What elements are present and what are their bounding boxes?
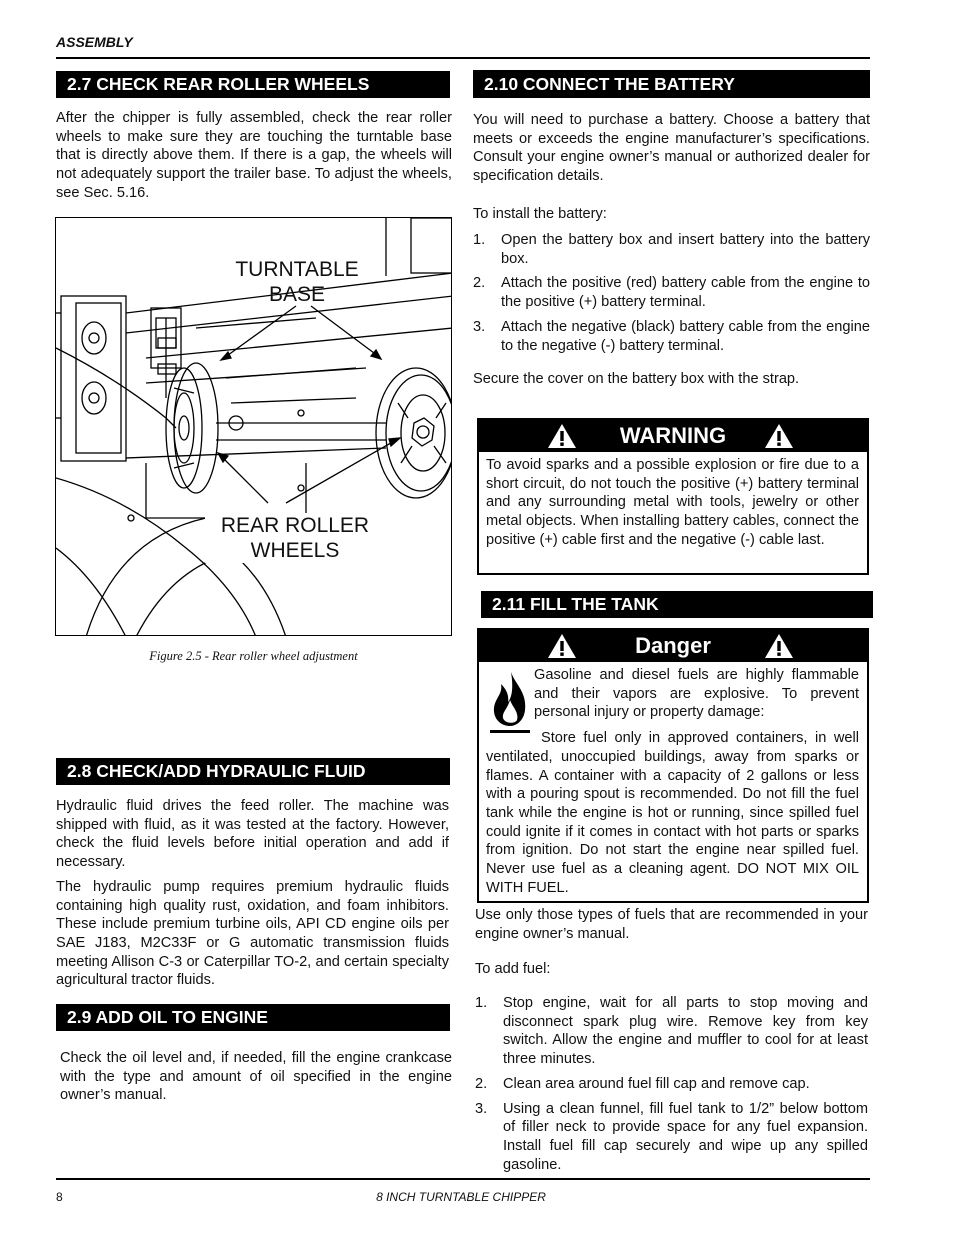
warning-left-icon: [547, 423, 577, 449]
section-heading-2-9: 2.9 ADD OIL TO ENGINE: [56, 1004, 450, 1031]
section-2-10-intro: [473, 111, 870, 192]
fuel-step-text: Stop engine, wait for all parts to stop moving and disconnect spark plug wire. Remove key from key switch. Allow the engine and muffler to cool for at least three minutes.: [503, 995, 868, 1068]
fuel-step: 1. Stop engine, wait for all parts to stop moving and disconnect spark plug wire. Remove key from key switch. Allow the engine and muffler to cool for at least three minutes.: [475, 995, 868, 1068]
section-2-7-body: [56, 109, 452, 209]
running-header: ASSEMBLY: [56, 34, 133, 50]
section-2-8-body: [56, 797, 449, 996]
fuel-step: 2. Clean area around fuel fill cap and remove cap.: [475, 1075, 810, 1092]
fuel-steps: [475, 994, 868, 1180]
danger-paragraph-1: Gasoline and diesel fuels are highly flammable and their vapors are explosive. To prevent personal injury or property damage:: [534, 667, 859, 721]
warning-title: WARNING: [619, 423, 727, 448]
section-2-9-body: [60, 1049, 452, 1111]
danger-left-icon: [547, 633, 577, 659]
page-number: 8: [56, 1190, 63, 1204]
danger-box: [477, 628, 869, 903]
battery-install-lead: To install the battery:: [473, 206, 607, 222]
fuel-step-text: Using a clean funnel, fill fuel tank to 1/2” below bottom of filler neck to provide space for any fuel expansion. Install fuel fill cap securely and wipe up any spilled gasoline.: [503, 1100, 868, 1173]
warning-text: To avoid sparks and a possible explosion or fire due to a short circuit, do not touch the positive (+) battery terminal and any surrounding metal with tools, jewelry or other metal objects. When installing battery cables, connect the positive (+) cable first and the negative (-) cable last.: [486, 457, 859, 548]
callout-wheels-line2: WHEELS: [250, 539, 340, 562]
section-2-9-paragraph: Check the oil level and, if needed, fill the engine crankcase with the type and amount of oil specified in the engine owner’s manual.: [60, 1050, 452, 1104]
section-2-10-intro-paragraph: You will need to purchase a battery. Choose a battery that meets or exceeds the engine manufacturer’s specifications. Consult your engine owner’s manual or authorized dealer for specification details.: [473, 112, 870, 185]
section-heading-2-11: 2.11 FILL THE TANK: [481, 591, 873, 618]
section-heading-2-8: 2.8 CHECK/ADD HYDRAULIC FLUID: [56, 758, 450, 785]
battery-step-text: Attach the negative (black) battery cable from the engine to the negative (-) battery terminal.: [501, 318, 870, 354]
battery-step: 1. Open the battery box and insert battery into the battery box.: [473, 232, 870, 267]
footer-title: 8 INCH TURNTABLE CHIPPER: [376, 1190, 546, 1204]
danger-right-icon: [764, 633, 794, 659]
section-2-8-paragraph-1: Hydraulic fluid drives the feed roller. The machine was shipped with fluid, as it was tested at the factory. However, check the fluid levels before initial operation and add if necessary.: [56, 798, 449, 871]
danger-title-bar: [479, 630, 867, 662]
danger-body: [479, 662, 867, 897]
fuel-lead: To add fuel:: [475, 961, 551, 977]
section-2-8-paragraph-2: The hydraulic pump requires premium hydraulic fluids containing high quality rust, oxidation, and foam inhibitors. These include premium turbine oils, API CD engine oils per SAE J183, M2C33F or G automatic transmission fluids meeting Allison C-3 or Caterpillar TO-2, and certain specialty agricultural tractor fluids.: [56, 878, 449, 989]
battery-install-steps: [473, 231, 870, 361]
battery-closing: Secure the cover on the battery box with the strap.: [473, 371, 800, 387]
warning-title-bar: [479, 420, 867, 452]
warning-right-icon: [764, 423, 794, 449]
battery-step-text: Open the battery box and insert battery into the battery box.: [501, 232, 870, 267]
danger-paragraph-2: Store fuel only in approved containers, in well ventilated, unoccupied buildings, away from sparks or flames. A container with a capacity of 2 gallons or less with a pouring spout is recommended. Do not fill the fuel tank while the engine is hot or running, since spilled fuel could ignite if it comes in contact with hot parts or sparks from ignition. Do not start the engine near spilled fuel. Never use fuel as a cleaning agent. DO NOT MIX OIL WITH FUEL.: [486, 730, 859, 896]
danger-title: Danger: [635, 633, 711, 658]
section-2-7-paragraph: After the chipper is fully assembled, check the rear roller wheels to make sure they are touching the turntable base that is directly above them. If there is a gap, the wheels will not adequately support the trailer base. To adjust the wheels, see Sec. 5.16.: [56, 110, 452, 201]
callout-rear-roller-wheels: [205, 513, 385, 563]
fuel-step: 3. Using a clean funnel, fill fuel tank to 1/2” below bottom of filler neck to provide space for any fuel expansion. Install fuel fill cap securely and wipe up any spilled gasoline.: [475, 1100, 868, 1173]
fuel-after-text: Use only those types of fuels that are recommended in your engine owner’s manual.: [475, 907, 868, 942]
figure-caption: Figure 2.5 - Rear roller wheel adjustment: [149, 649, 358, 663]
callout-turntable-base: [205, 257, 389, 307]
callout-turntable-line1: TURNTABLE: [235, 258, 359, 281]
battery-step: 3. Attach the negative (black) battery cable from the engine to the negative (-) battery terminal.: [473, 318, 870, 354]
section-heading-2-7: 2.7 CHECK REAR ROLLER WHEELS: [56, 71, 450, 98]
callout-turntable-line2: BASE: [268, 283, 326, 306]
header-rule: [56, 57, 870, 59]
section-heading-2-10: 2.10 CONNECT THE BATTERY: [473, 70, 870, 98]
callout-wheels-line1: REAR ROLLER: [220, 514, 370, 537]
flame-icon: [487, 670, 533, 738]
battery-step: 2. Attach the positive (red) battery cable from the engine to the positive (+) battery terminal.: [473, 275, 870, 311]
warning-box: [477, 418, 869, 575]
footer-rule: [56, 1178, 870, 1180]
fuel-step-text: Clean area around fuel fill cap and remove cap.: [503, 1075, 810, 1092]
battery-step-text: Attach the positive (red) battery cable from the engine to the positive (+) battery terminal.: [501, 275, 870, 311]
